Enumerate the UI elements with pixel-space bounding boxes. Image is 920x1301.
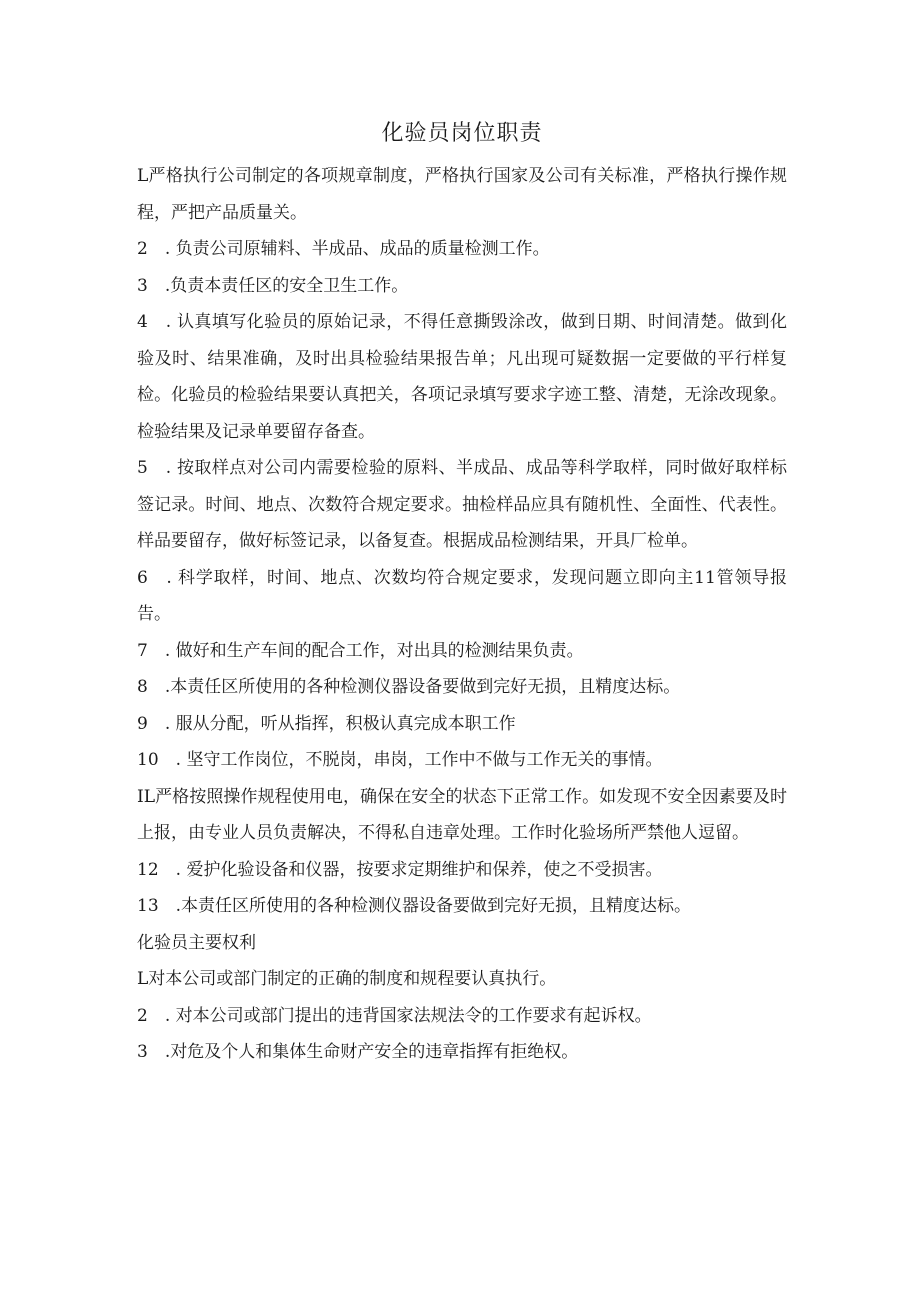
document-title: 化验员岗位职责	[381, 121, 543, 146]
duty-item-13: 13 .本责任区所使用的各种检测仪器设备要做到完好无损，且精度达标。	[137, 896, 692, 916]
duty-item-10: 10 . 坚守工作岗位，不脱岗，串岗，工作中不做与工作无关的事情。	[137, 750, 663, 770]
document-page	[137, 118, 787, 1071]
duty-item-11: IL严格按照操作规程使用电，确保在安全的状态下正常工作。如发现不安全因素要及时上报，由专业人员负责解决，不得私自违章处理。工作时化验场所严禁他人逗留。	[137, 786, 787, 843]
duty-item-5: 5 . 按取样点对公司内需要检验的原料、半成品、成品等科学取样，同时做好取样标签记录。时间、地点、次数符合规定要求。抽检样品应具有随机性、全面性、代表性。样品要留存，做好标签记录，以备复查。根据成品检测结果，开具厂检单。	[137, 458, 787, 551]
rights-item-2: 2 . 对本公司或部门提出的违背国家法规法令的工作要求有起诉权。	[137, 1005, 652, 1026]
duty-item-2: 2 . 负责公司原辅料、半成品、成品的质量检测工作。	[137, 239, 550, 259]
duties-list	[137, 158, 787, 925]
duty-item-9: 9 . 服从分配，听从指挥，积极认真完成本职工作	[137, 713, 516, 734]
rights-item-1: L对本公司或部门制定的正确的制度和规程要认真执行。	[137, 969, 557, 989]
duty-item-12: 12 . 爱护化验设备和仪器，按要求定期维护和保养，使之不受损害。	[137, 859, 663, 880]
rights-list	[137, 961, 787, 1071]
duty-item-8: 8 .本责任区所使用的各种检测仪器设备要做到完好无损，且精度达标。	[137, 677, 681, 697]
rights-item-3: 3 .对危及个人和集体生命财产安全的违章指挥有拒绝权。	[137, 1042, 579, 1062]
duty-item-1: L严格执行公司制定的各项规章制度，严格执行国家及公司有关标准，严格执行操作规程，严把产品质量关。	[137, 166, 787, 223]
duty-item-7: 7 . 做好和生产车间的配合工作，对出具的检测结果负责。	[137, 640, 584, 661]
duty-item-6: 6 . 科学取样，时间、地点、次数均符合规定要求，发现问题立即向主11管领导报告。	[137, 567, 787, 624]
rights-heading: 化验员主要权利	[137, 932, 256, 953]
duty-item-4: 4 . 认真填写化验员的原始记录，不得任意撕毁涂改，做到日期、时间清楚。做到化验及时、结果准确，及时出具检验结果报告单；凡出现可疑数据一定要做的平行样复检。化验员的检验结果要认真把关，各项记录填写要求字迹工整、清楚，无涂改现象。检验结果及记录单要留存备查。	[137, 312, 787, 442]
duty-item-3: 3 .负责本责任区的安全卫生工作。	[137, 275, 409, 296]
